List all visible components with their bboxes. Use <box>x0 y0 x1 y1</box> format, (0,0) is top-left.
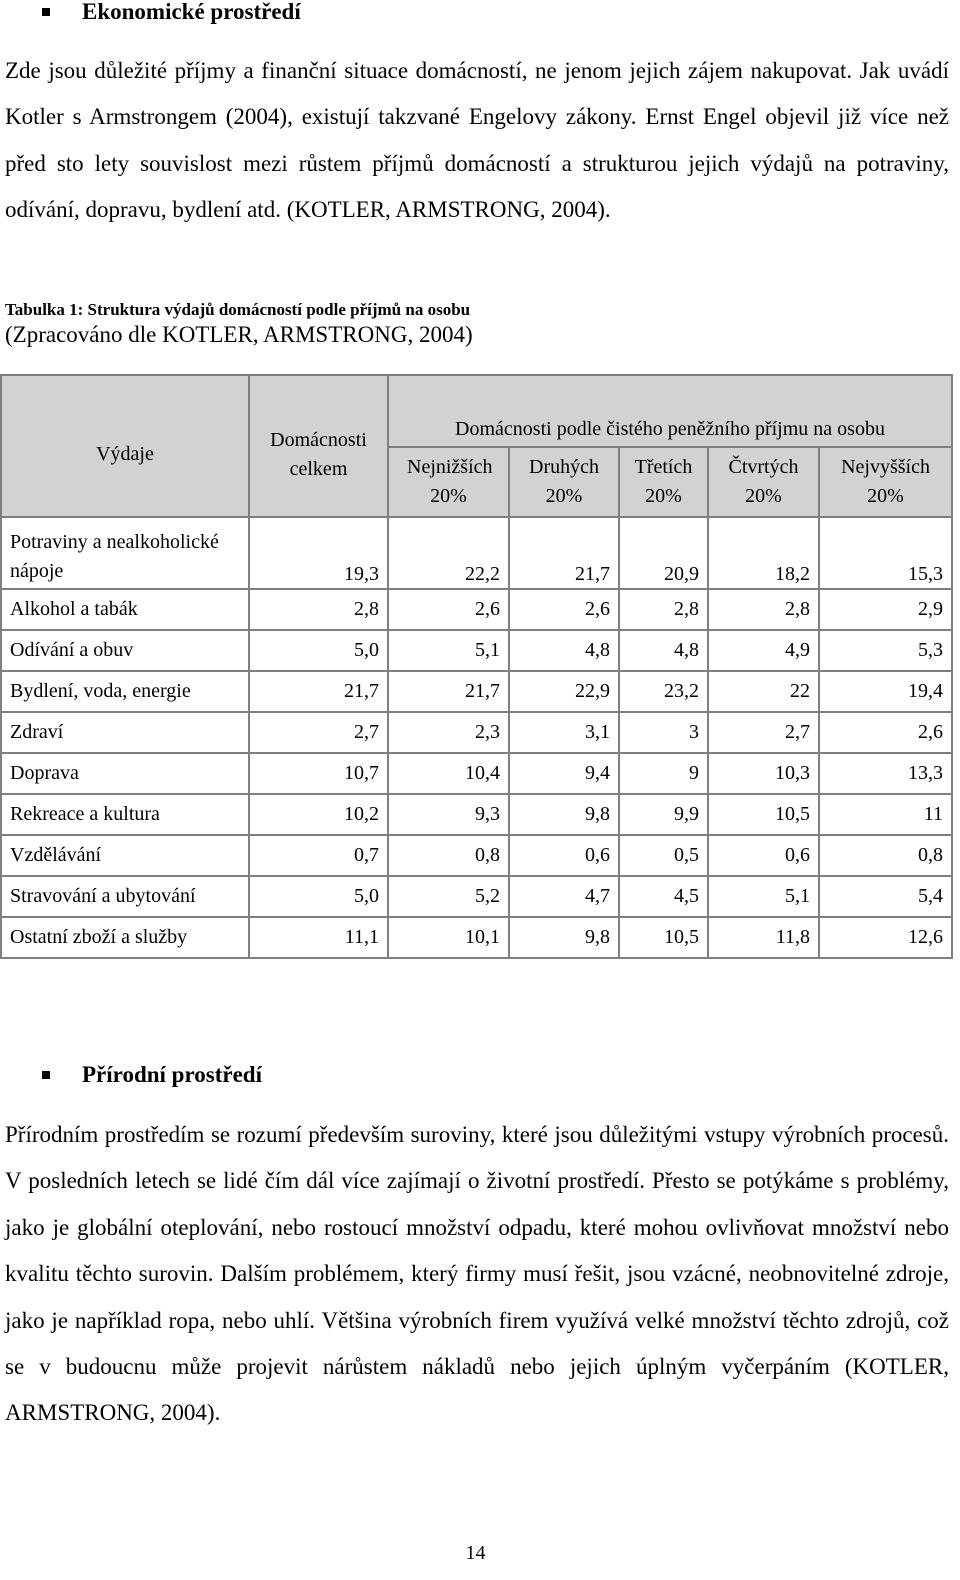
cell-value: 5,0 <box>249 876 388 917</box>
cell-value: 4,9 <box>708 630 819 671</box>
row-label: Zdraví <box>1 712 249 753</box>
cell-value: 4,7 <box>509 876 619 917</box>
cell-value: 0,8 <box>819 835 952 876</box>
section-heading-economic <box>42 0 301 25</box>
page-number: 14 <box>465 1542 486 1564</box>
cell-value: 2,8 <box>708 589 819 630</box>
header-group-3: Třetích 20% <box>619 447 708 517</box>
cell-value: 18,2 <box>708 517 819 589</box>
cell-value: 19,3 <box>249 517 388 589</box>
row-label: Bydlení, voda, energie <box>1 671 249 712</box>
cell-value: 2,7 <box>249 712 388 753</box>
cell-value: 23,2 <box>619 671 708 712</box>
cell-value: 10,1 <box>388 917 509 958</box>
cell-value: 9,9 <box>619 794 708 835</box>
cell-value: 2,8 <box>619 589 708 630</box>
cell-value: 2,8 <box>249 589 388 630</box>
cell-value: 15,3 <box>819 517 952 589</box>
cell-value: 13,3 <box>819 753 952 794</box>
cell-value: 0,7 <box>249 835 388 876</box>
cell-value: 9,4 <box>509 753 619 794</box>
cell-value: 3 <box>619 712 708 753</box>
cell-value: 5,2 <box>388 876 509 917</box>
header-expenses: Výdaje <box>1 375 249 517</box>
table-row <box>1 876 952 917</box>
cell-value: 21,7 <box>249 671 388 712</box>
cell-value: 10,7 <box>249 753 388 794</box>
cell-value: 4,8 <box>619 630 708 671</box>
table-source: (Zpracováno dle KOTLER, ARMSTRONG, 2004) <box>5 322 473 347</box>
cell-value: 2,9 <box>819 589 952 630</box>
cell-value: 5,3 <box>819 630 952 671</box>
cell-value: 12,6 <box>819 917 952 958</box>
cell-value: 0,5 <box>619 835 708 876</box>
cell-value: 0,6 <box>509 835 619 876</box>
cell-value: 22 <box>708 671 819 712</box>
row-label: Odívání a obuv <box>1 630 249 671</box>
header-group-2: Druhých 20% <box>509 447 619 517</box>
cell-value: 19,4 <box>819 671 952 712</box>
cell-value: 0,8 <box>388 835 509 876</box>
header-group-4: Čtvrtých 20% <box>708 447 819 517</box>
bullet-icon <box>42 8 50 16</box>
section-heading-text: Přírodní prostředí <box>82 1062 262 1087</box>
cell-value: 22,2 <box>388 517 509 589</box>
cell-value: 11 <box>819 794 952 835</box>
cell-value: 2,7 <box>708 712 819 753</box>
cell-value: 21,7 <box>388 671 509 712</box>
cell-value: 9,8 <box>509 794 619 835</box>
cell-value: 3,1 <box>509 712 619 753</box>
header-group-5: Nejvyšších 20% <box>819 447 952 517</box>
cell-value: 5,4 <box>819 876 952 917</box>
header-total: Domácnosti celkem <box>249 375 388 517</box>
row-label: Rekreace a kultura <box>1 794 249 835</box>
table-row <box>1 589 952 630</box>
cell-value: 21,7 <box>509 517 619 589</box>
table-caption: Tabulka 1: Struktura výdajů domácností podle příjmů na osobu <box>5 300 471 319</box>
table-row <box>1 794 952 835</box>
cell-value: 4,8 <box>509 630 619 671</box>
table-row <box>1 630 952 671</box>
cell-value: 20,9 <box>619 517 708 589</box>
cell-value: 10,5 <box>619 917 708 958</box>
cell-value: 11,8 <box>708 917 819 958</box>
cell-value: 0,6 <box>708 835 819 876</box>
cell-value: 10,5 <box>708 794 819 835</box>
cell-value: 22,9 <box>509 671 619 712</box>
row-label: Doprava <box>1 753 249 794</box>
table-row <box>1 835 952 876</box>
cell-value: 2,3 <box>388 712 509 753</box>
row-label: Potraviny a nealkoholické nápoje <box>1 517 249 589</box>
expenses-table <box>0 374 953 959</box>
cell-value: 2,6 <box>819 712 952 753</box>
header-income-group: Domácnosti podle čistého peněžního příjmu na osobu <box>388 375 952 447</box>
cell-value: 9 <box>619 753 708 794</box>
section-heading-text: Ekonomické prostředí <box>82 0 301 24</box>
row-label: Vzdělávání <box>1 835 249 876</box>
table-row <box>1 517 952 589</box>
cell-value: 2,6 <box>509 589 619 630</box>
cell-value: 10,3 <box>708 753 819 794</box>
paragraph-economic: Zde jsou důležité příjmy a finanční situace domácností, ne jenom jejich zájem nakupovat. Jak uvádí Kotler s Armstrongem (2004), existují takzvané Engelovy zákony. Ernst Engel objevil již více než před sto lety souvislost mezi růstem příjmů domácností a strukturou jejich výdajů na potraviny, odívání, dopravu, bydlení atd. (KOTLER, ARMSTRONG, 2004). <box>5 58 949 223</box>
table-row <box>1 712 952 753</box>
paragraph-natural: Přírodním prostředím se rozumí především suroviny, které jsou důležitými vstupy výrobních procesů. V posledních letech se lidé čím dál více zajímají o životní prostředí. Přesto se potýkáme s problémy, jako je globální oteplování, nebo rostoucí množství odpadu, které mohou ovlivňovat množství nebo kvalitu těchto surovin. Dalším problémem, který firmy musí řešit, jsou vzácné, neobnovitelné zdroje, jako je například ropa, nebo uhlí. Většina výrobních firem využívá velké množství těchto zdrojů, což se v budoucnu může projevit nárůstem nákladů nebo jejich úplným vyčerpáním (KOTLER, ARMSTRONG, 2004). <box>5 1122 949 1426</box>
cell-value: 11,1 <box>249 917 388 958</box>
cell-value: 10,2 <box>249 794 388 835</box>
row-label: Ostatní zboží a služby <box>1 917 249 958</box>
table-row <box>1 753 952 794</box>
cell-value: 2,6 <box>388 589 509 630</box>
header-group-1: Nejnižších 20% <box>388 447 509 517</box>
cell-value: 9,8 <box>509 917 619 958</box>
table-row <box>1 917 952 958</box>
cell-value: 4,5 <box>619 876 708 917</box>
cell-value: 10,4 <box>388 753 509 794</box>
bullet-icon <box>42 1071 50 1079</box>
cell-value: 5,0 <box>249 630 388 671</box>
cell-value: 5,1 <box>708 876 819 917</box>
cell-value: 5,1 <box>388 630 509 671</box>
section-heading-natural <box>42 1062 262 1088</box>
table-row <box>1 671 952 712</box>
row-label: Alkohol a tabák <box>1 589 249 630</box>
cell-value: 9,3 <box>388 794 509 835</box>
row-label: Stravování a ubytování <box>1 876 249 917</box>
